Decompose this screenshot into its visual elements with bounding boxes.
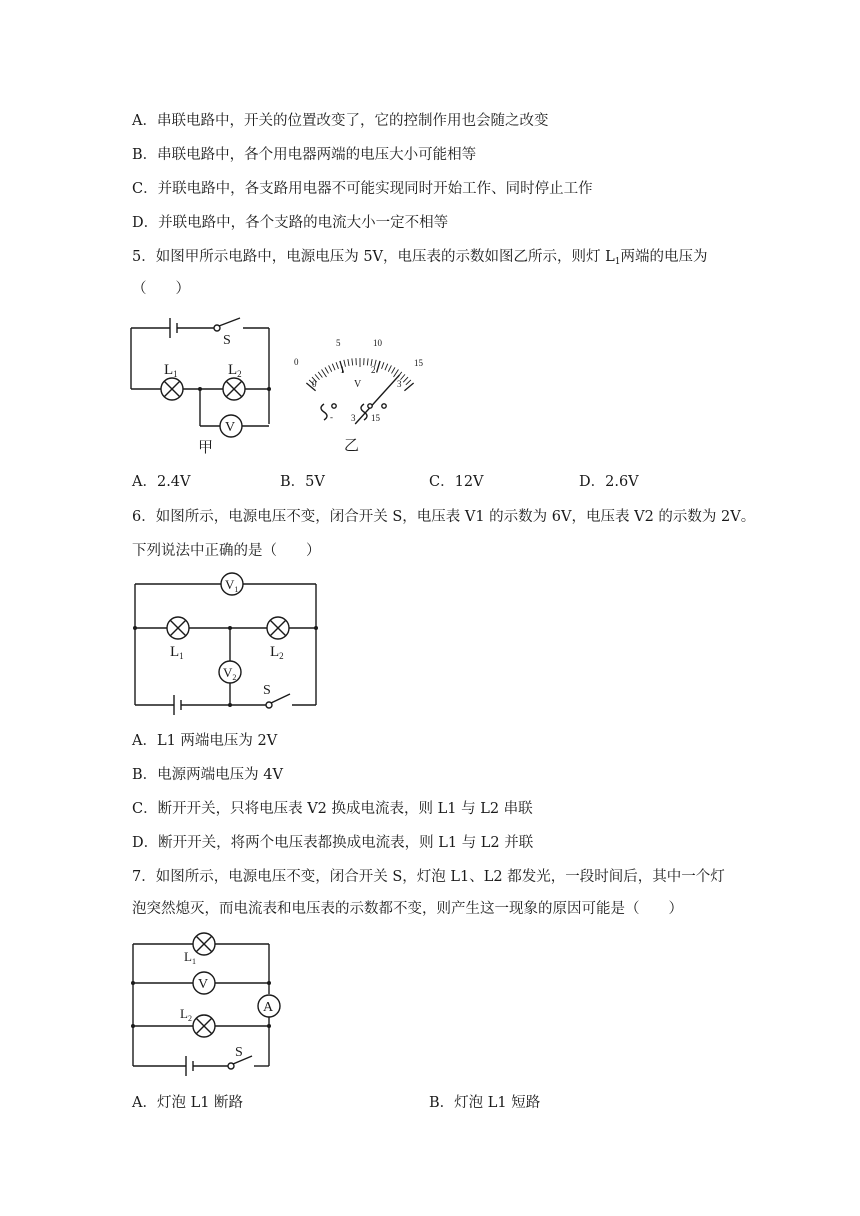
q4-option-a: A．串联电路中，开关的位置改变了，它的控制作用也会随之改变 [132,113,549,129]
dial-inner-0: 0 [312,379,317,389]
q5-option-d: D．2.6V [579,474,639,490]
q5-stem-line2: （ ） [132,281,190,297]
q5-a-caption: 甲 [198,440,214,456]
q7-option-a: A．灯泡 L1 断路 [132,1095,244,1111]
q5-a-lamp2 [223,378,245,400]
q6-lamp2-label: $L_2$ [270,644,284,661]
q7-lamp2 [193,1015,215,1037]
q7-lamp2-label: $L_2$ [180,1006,192,1023]
dial-outer-15: 15 [414,358,423,368]
dial-tick [329,365,332,371]
q6-stem-line1: 6．如图所示，电源电压不变，闭合开关 S，电压表 V1 的示数为 6V，电压表 V2 的示数为 2V。 [132,509,756,525]
dial-terminal-minus: - [330,412,333,422]
dial-tick [367,358,368,365]
q5-a-lamp1 [161,378,183,400]
q6-stem-line2: 下列说法中正确的是（ ） [132,543,321,559]
dial-outer-5: 5 [336,338,341,348]
q7-lamp1 [193,933,215,955]
q6-option-a: A．L1 两端电压为 2V [132,733,278,749]
dial-terminal-15: 15 [371,413,380,423]
q7-voltmeter-label: V [198,977,209,992]
dial-inner-3: 3 [397,379,402,389]
q7-option-b: B．灯泡 L1 短路 [429,1095,541,1111]
dial-unit: V [354,379,362,390]
q7-ammeter-label: A [263,1000,274,1015]
q5-a-voltmeter-label: V [225,420,236,435]
dial-tick [318,372,322,378]
q5-circuit-figure-a [126,314,276,454]
q6-switch-label: S [263,683,271,698]
q5-stem-line1 [132,247,708,272]
q5-voltmeter-dial-figure-b [290,336,430,454]
q7-stem-line2: 泡突然熄灭，而电流表和电压表的示数都不变，则产生这一现象的原因可能是（ ） [132,901,683,917]
q4-option-d: D．并联电路中，各个支路的电流大小一定不相等 [132,215,449,231]
dial-tick [348,359,349,366]
q6-lamp1 [167,617,189,639]
q6-lamp1-label: $L_1$ [170,644,184,661]
dial-inner-1: 1 [340,365,345,375]
q6-option-d: D．断开开关，将两个电压表都换成电流表，则 L1 与 L2 并联 [132,835,534,851]
dial-tick [404,383,413,391]
dial-tick [325,367,329,373]
q7-circuit-figure [128,928,288,1078]
dial-tick [332,364,335,370]
dial-terminal-3: 3 [351,413,356,423]
q6-v1-label: $V_1$ [225,577,239,594]
dial-tick [388,365,391,371]
dial-outer-10: 10 [373,338,382,348]
q5-option-b: B．5V [280,474,325,490]
q5-a-switch-label: S [223,333,231,348]
q6-v2-label: $V_2$ [223,665,237,682]
q5-stem-sub: 1 [614,257,621,267]
dial-outer-0: 0 [294,357,299,367]
dial-tick [403,377,408,382]
q5-a-lamp2-label: $L_2$ [228,362,242,379]
q5-option-a: A．2.4V [132,474,191,490]
q6-lamp2 [267,617,289,639]
q5-option-c: C．12V [429,474,484,490]
dial-tick [377,361,380,372]
q4-option-c: C．并联电路中，各支路用电器不可能实现同时开始工作、同时停止工作 [132,181,593,197]
dial-tick [336,362,338,369]
q5-stem-post: 两端的电压为 [620,249,708,265]
q5-b-caption: 乙 [344,438,360,454]
q6-option-c: C．断开开关，只将电压表 V2 换成电流表，则 L1 与 L2 串联 [132,801,533,817]
q5-stem-pre: 5．如图甲所示电路中，电源电压为 5V，电压表的示数如图乙所示，则灯 L [132,249,615,265]
q6-circuit-figure [128,570,328,722]
q7-lamp1-label: $L_1$ [184,949,196,966]
q7-stem-line1: 7．如图所示，电源电压不变，闭合开关 S，灯泡 L1、L2 都发光，一段时间后，其中一个灯 [132,869,725,885]
dial-tick [382,362,384,369]
dial-inner-2: 2 [371,365,376,375]
dial-tick [352,358,353,365]
dial-tick [406,380,411,385]
q7-switch-label: S [235,1045,243,1060]
q5-a-lamp1-label: $L_1$ [164,362,178,379]
dial-tick [385,364,388,370]
dial-tick [392,367,396,373]
dial-tick [322,370,327,378]
q6-option-b: B．电源两端电压为 4V [132,767,283,783]
q4-option-b: B．串联电路中，各个用电器两端的电压大小可能相等 [132,147,477,163]
